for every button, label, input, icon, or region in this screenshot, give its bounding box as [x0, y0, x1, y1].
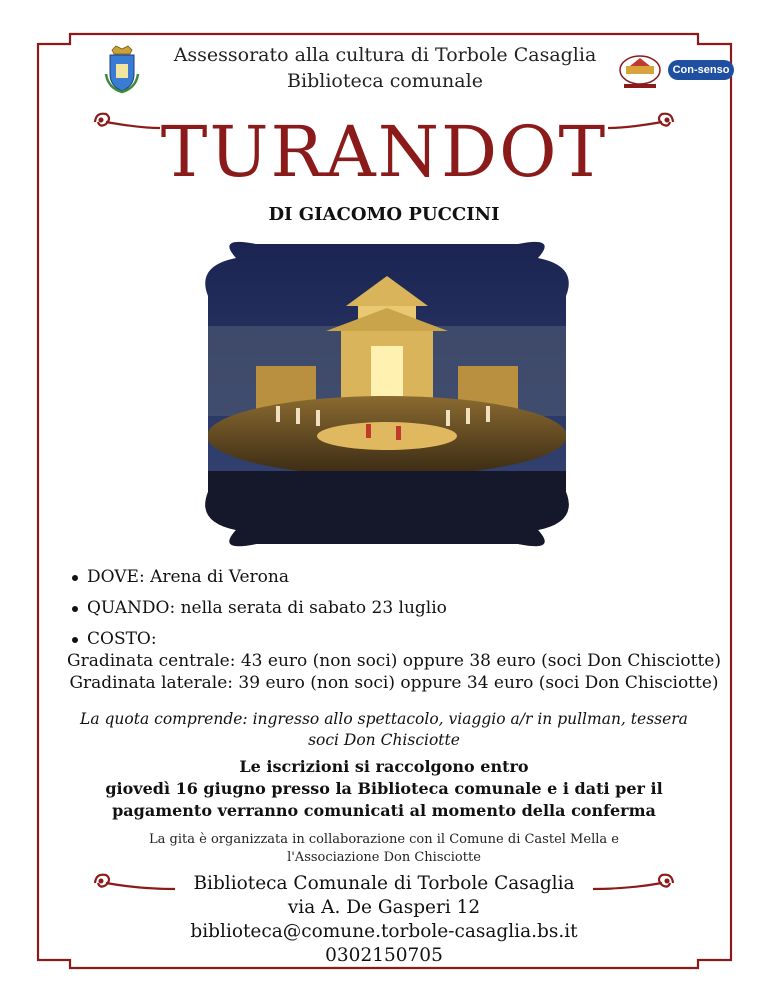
header — [150, 42, 620, 94]
footer-email: biblioteca@comune.torbole-casaglia.bs.it — [190, 921, 578, 942]
bullet-icon — [72, 606, 78, 612]
registration-line-3: pagamento verranno comunicati al momento della conferma — [112, 801, 656, 820]
includes-line-1: La quota comprende: ingresso allo spettacolo, viaggio a/r in pullman, tessera — [80, 710, 688, 728]
footer-address: via A. De Gasperi 12 — [287, 897, 481, 918]
includes-note — [60, 709, 708, 751]
detail-when — [72, 597, 447, 619]
header-line-2: Biblioteca comunale — [287, 70, 483, 92]
contact-footer — [0, 872, 768, 968]
header-line-1: Assessorato alla cultura di Torbole Casaglia — [173, 44, 597, 66]
bullet-icon — [72, 637, 78, 643]
detail-cost-text: COSTO: — [87, 629, 157, 649]
detail-cost — [72, 628, 157, 650]
municipal-crest-icon — [100, 44, 144, 94]
cost-central: Gradinata centrale: 43 euro (non soci) oppure 38 euro (soci Don Chisciotte) — [67, 651, 721, 671]
footer-phone: 0302150705 — [325, 945, 443, 966]
cost-lateral: Gradinata laterale: 39 euro (non soci) oppure 34 euro (soci Don Chisciotte) — [69, 673, 719, 693]
organization-line-1: La gita è organizzata in collaborazione con il Comune di Castel Mella e — [149, 832, 619, 847]
footer-library-name: Biblioteca Comunale di Torbole Casaglia — [193, 873, 575, 894]
detail-where-text: DOVE: Arena di Verona — [87, 567, 289, 587]
registration-info — [40, 756, 728, 822]
detail-where — [72, 566, 289, 588]
event-subtitle: DI GIACOMO PUCCINI — [268, 204, 500, 225]
organization-note — [60, 831, 708, 867]
includes-line-2: soci Don Chisciotte — [308, 731, 460, 749]
event-title: TURANDOT — [160, 111, 608, 193]
consenso-logo-text: Con-senso — [668, 60, 734, 80]
circolo-logo-icon — [616, 52, 664, 92]
organization-line-2: l'Associazione Don Chisciotte — [287, 850, 481, 865]
registration-line-1: Le iscrizioni si raccolgono entro — [239, 757, 529, 776]
detail-when-text: QUANDO: nella serata di sabato 23 luglio — [87, 598, 447, 618]
opera-stage-photo — [196, 236, 578, 552]
bullet-icon — [72, 575, 78, 581]
registration-line-2: giovedì 16 giugno presso la Biblioteca comunale e i dati per il — [105, 779, 663, 798]
consenso-logo — [668, 60, 734, 84]
